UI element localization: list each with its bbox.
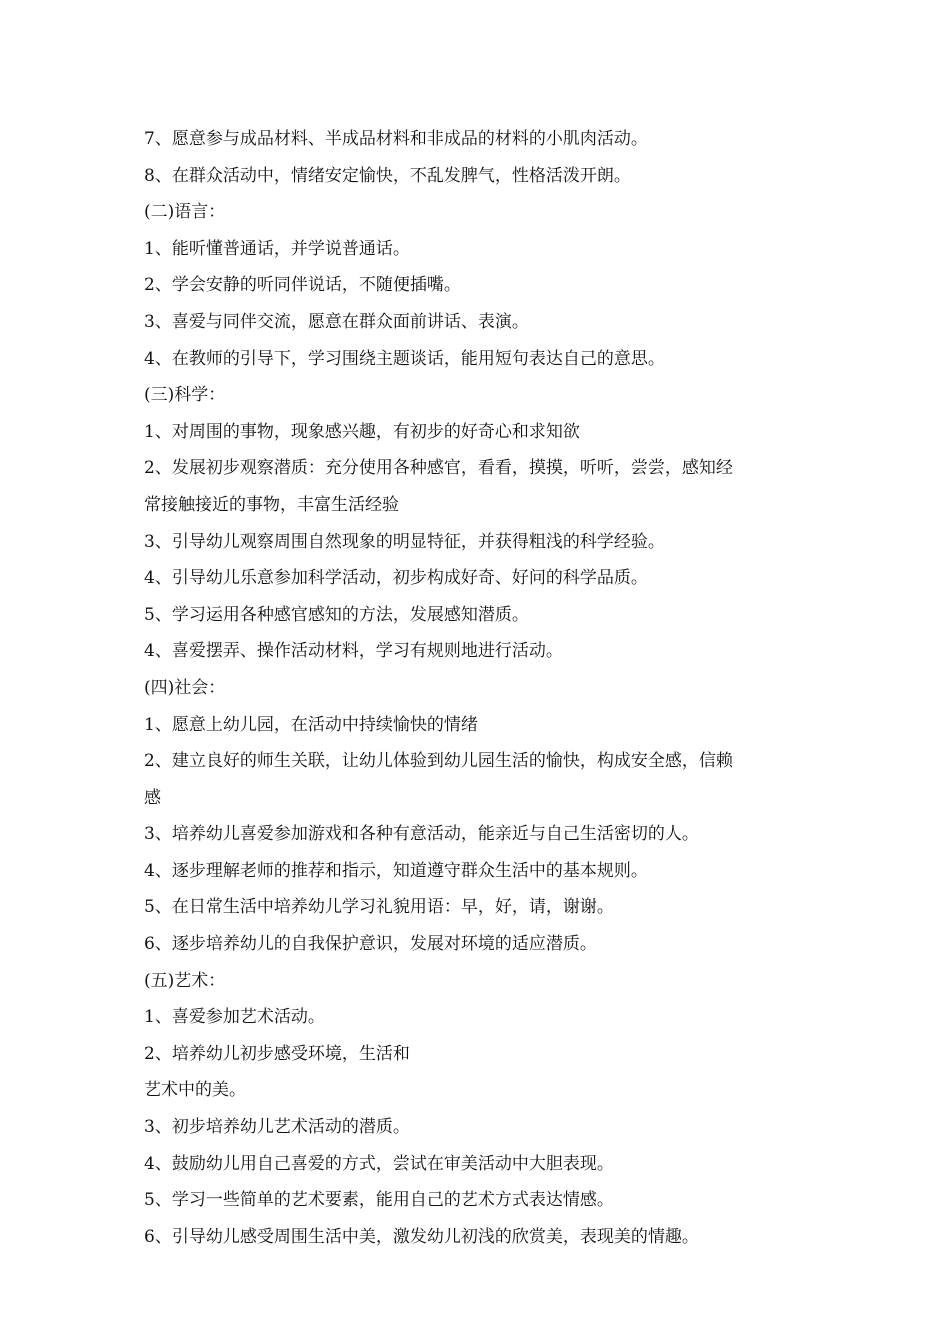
text-line: 艺术中的美。 [144, 1080, 246, 1101]
text-line: 3、引导幼儿观察周围自然现象的明显特征，并获得粗浅的科学经验。 [144, 531, 665, 552]
text-line: 4、喜爱摆弄、操作活动材料，学习有规则地进行活动。 [144, 641, 563, 662]
text-line: 4、逐步理解老师的推荐和指示，知道遵守群众生活中的基本规则。 [144, 860, 648, 881]
text-line: 7、愿意参与成品材料、半成品材料和非成品的材料的小肌肉活动。 [144, 129, 648, 149]
text-line: 4、鼓励幼儿用自己喜爱的方式，尝试在审美活动中大胆表现。 [144, 1153, 614, 1174]
text-line: 5、学习运用各种感官感知的方法，发展感知潜质。 [144, 604, 529, 625]
text-line: 6、引导幼儿感受周围生活中美，激发幼儿初浅的欣赏美，表现美的情趣。 [144, 1226, 699, 1247]
text-line: 感 [144, 787, 161, 808]
text-line: 3、初步培养幼儿艺术活动的潜质。 [144, 1117, 410, 1138]
text-line: 6、逐步培养幼儿的自我保护意识，发展对环境的适应潜质。 [144, 934, 597, 955]
text-line: 2、发展初步观察潜质：充分使用各种感官，看看，摸摸，听听，尝尝，感知经 [144, 458, 733, 479]
text-line: 1、对周围的事物，现象感兴趣，有初步的好奇心和求知欲 [144, 421, 580, 442]
text-line: 常接触接近的事物，丰富生活经验 [144, 494, 399, 515]
text-line: 5、在日常生活中培养幼儿学习礼貌用语：早，好，请，谢谢。 [144, 897, 614, 918]
text-line: 1、能听懂普通话，并学说普通话。 [144, 238, 410, 259]
text-line: 3、喜爱与同伴交流，愿意在群众面前讲话、表演。 [144, 311, 529, 332]
document-page [144, 121, 814, 1255]
text-line: 8、在群众活动中，情绪安定愉快，不乱发脾气，性格活泼开朗。 [144, 165, 631, 186]
text-line: 3、培养幼儿喜爱参加游戏和各种有意活动，能亲近与自己生活密切的人。 [144, 824, 699, 845]
text-line: 4、引导幼儿乐意参加科学活动，初步构成好奇、好问的科学品质。 [144, 568, 648, 589]
section-heading-science: (三)科学： [144, 385, 226, 406]
text-line: 1、愿意上幼儿园，在活动中持续愉快的情绪 [144, 714, 478, 735]
text-line: 5、学习一些简单的艺术要素，能用自己的艺术方式表达情感。 [144, 1190, 614, 1211]
text-line: 2、学会安静的听同伴说话，不随便插嘴。 [144, 275, 461, 296]
text-line: 4、在教师的引导下，学习围绕主题谈话，能用短句表达自己的意思。 [144, 348, 665, 369]
section-heading-language: (二)语言： [144, 202, 226, 223]
section-heading-society: (四)社会： [144, 677, 226, 698]
text-line: 1、喜爱参加艺术活动。 [144, 1007, 325, 1028]
text-line: 2、培养幼儿初步感受环境，生活和 [144, 1043, 410, 1064]
text-line: 2、建立良好的师生关联，让幼儿体验到幼儿园生活的愉快，构成安全感，信赖 [144, 751, 733, 772]
section-heading-art: (五)艺术： [144, 970, 226, 991]
